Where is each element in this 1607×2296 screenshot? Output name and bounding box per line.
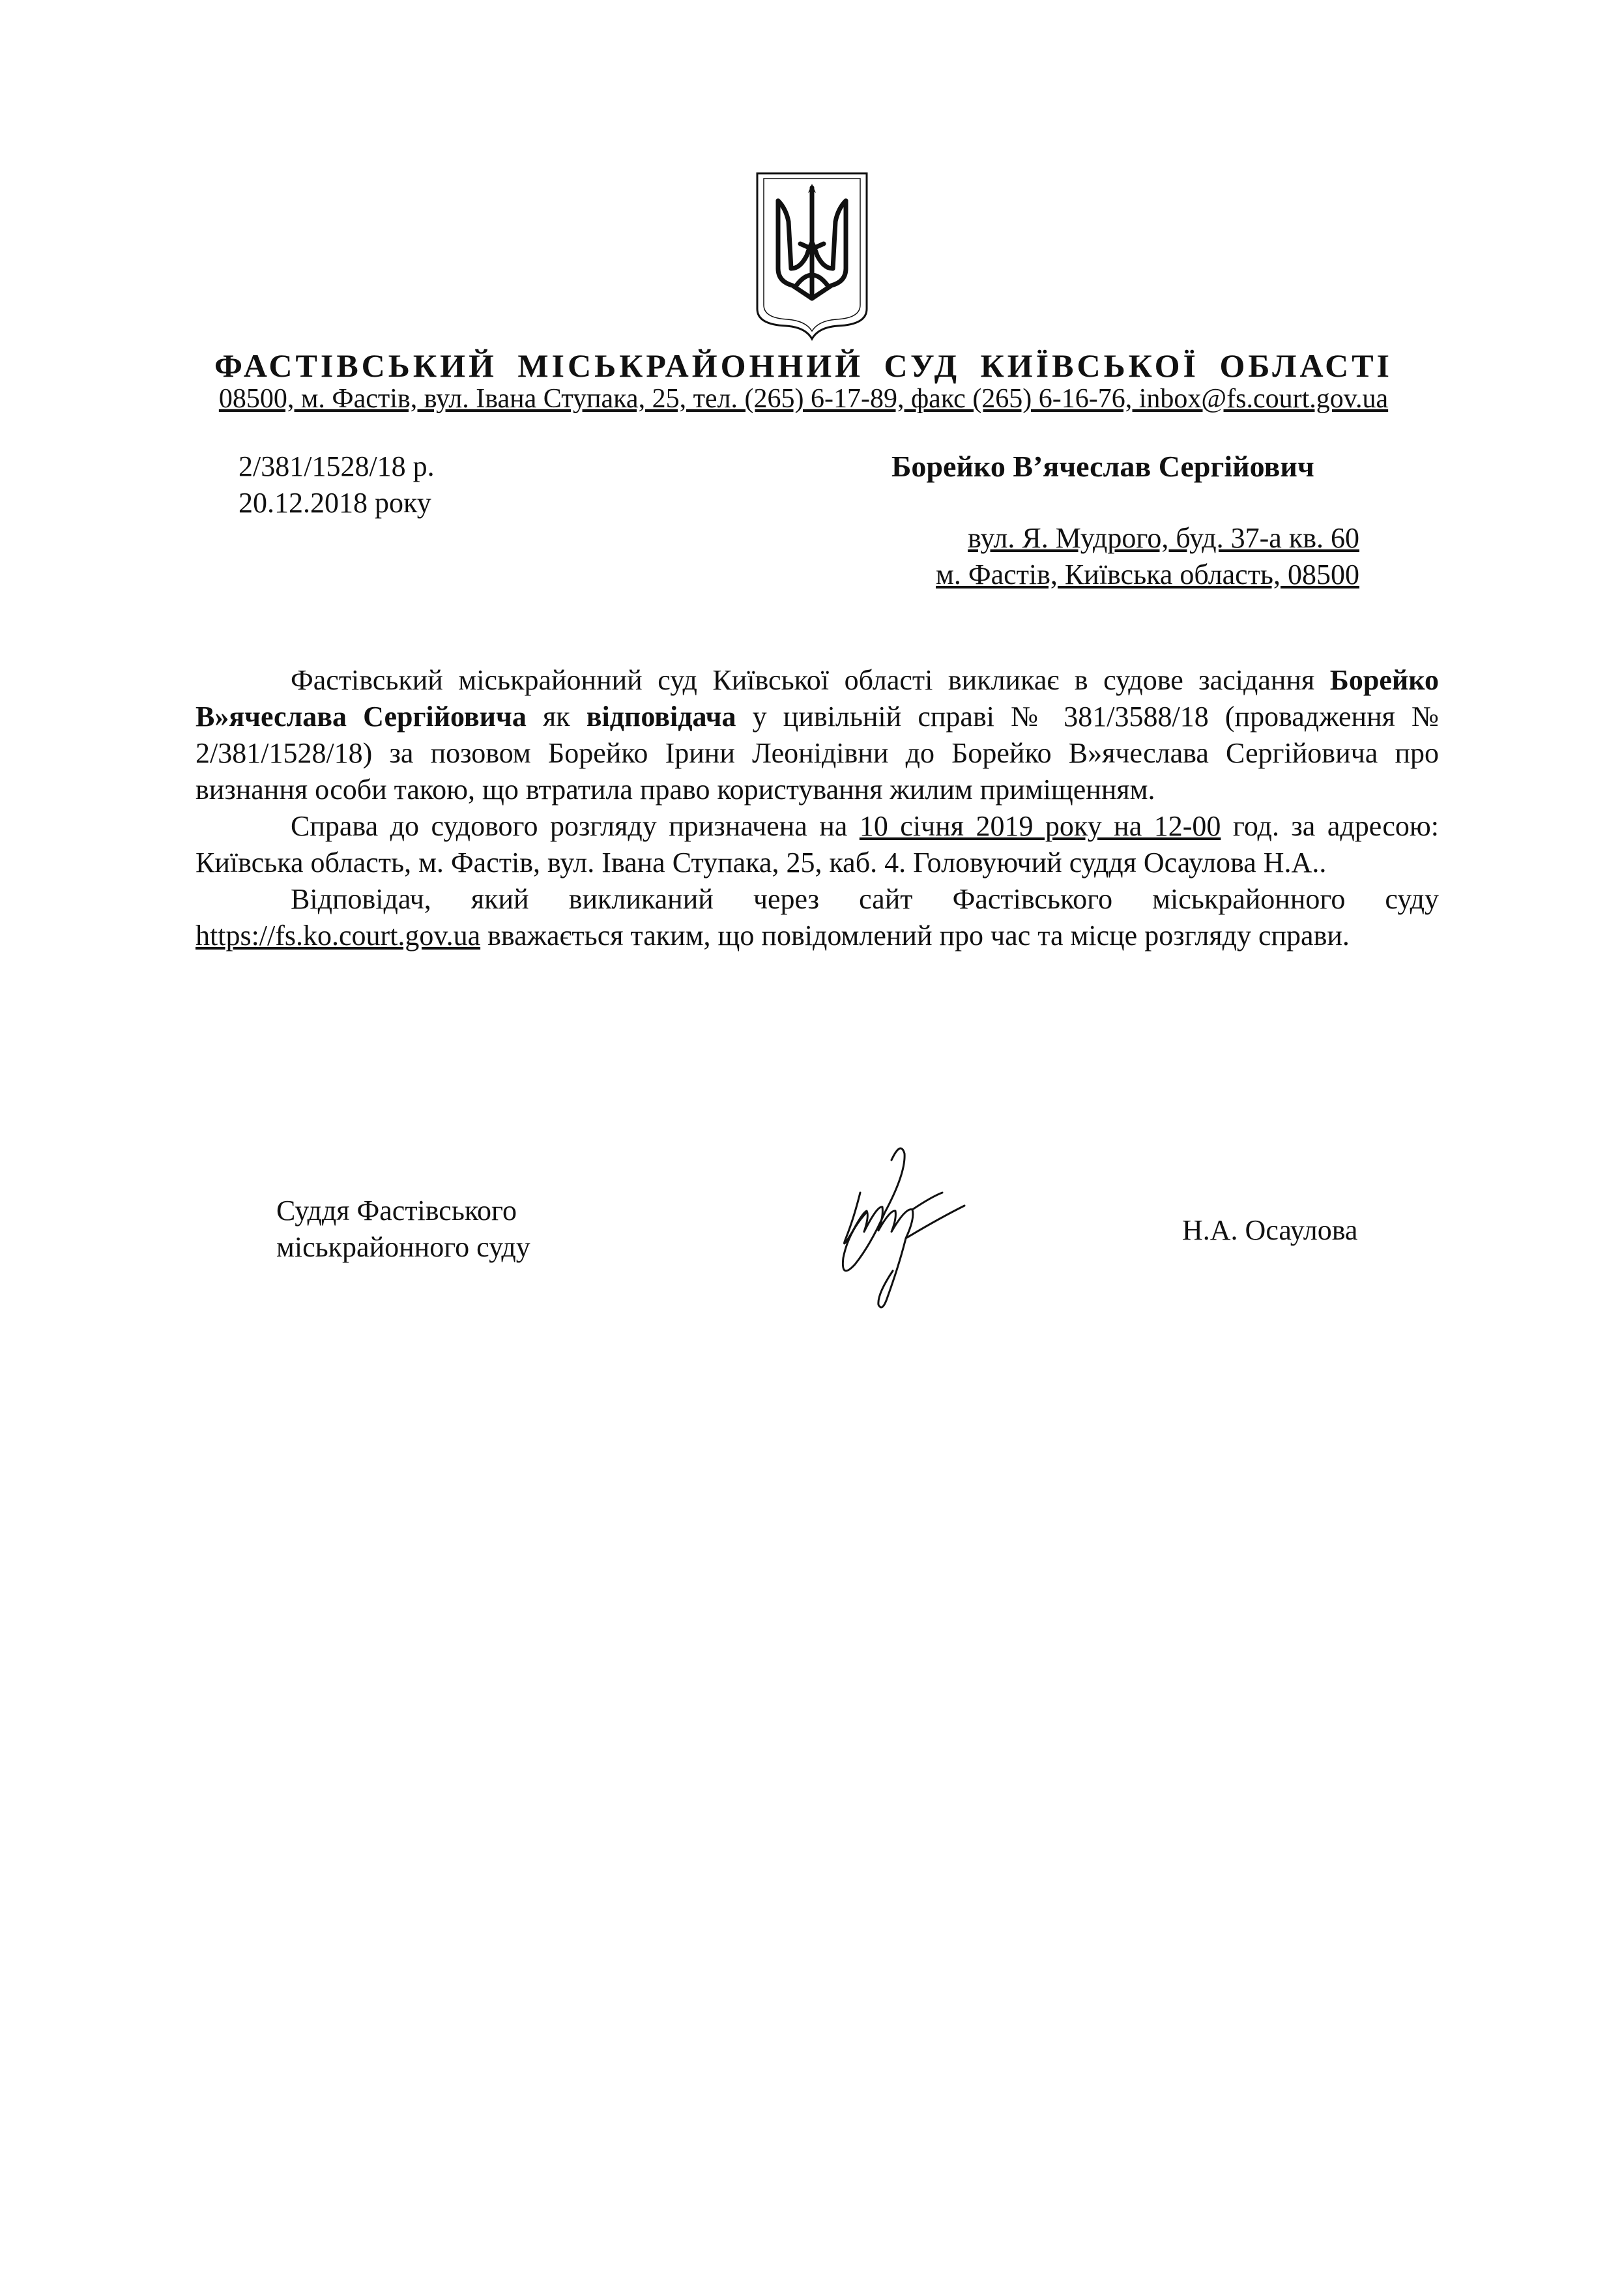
body-text-segment: год. за адресою: Київська область, м. Фастів, вул. Івана Ступака, 25, каб. 4. Головуючий суддя Осаулова Н.А.. xyxy=(195,810,1439,879)
signer-title-line1: Суддя Фастівського xyxy=(276,1195,517,1227)
defendant-name: Борейко В»ячеслава Сергійовича xyxy=(195,664,1439,733)
handwritten-signature-icon xyxy=(815,1134,984,1323)
recipient-address-line1: вул. Я. Мудрого, буд. 37-а кв. 60 xyxy=(968,522,1359,554)
summons-body xyxy=(195,662,1439,954)
ukraine-coat-of-arms-icon xyxy=(755,171,869,341)
body-paragraph-1 xyxy=(195,662,1439,808)
signer-name: Н.А. Осаулова xyxy=(1182,1214,1358,1246)
body-text-segment: вважається таким, що повідомлений про час та місце розгляду справи. xyxy=(480,920,1350,952)
court-website-link[interactable]: https://fs.ko.court.gov.ua xyxy=(195,920,481,952)
body-text-segment: Справа до судового розгляду призначена на xyxy=(291,810,860,842)
body-text-segment: Відповідач, який викликаний через сайт Фастівського міськрайонного суду xyxy=(291,883,1439,915)
body-paragraph-3 xyxy=(195,881,1439,954)
body-paragraph-2 xyxy=(195,808,1439,881)
recipient-address-line2: м. Фастів, Київська область, 08500 xyxy=(936,559,1359,590)
case-date: 20.12.2018 року xyxy=(239,487,431,519)
case-reference xyxy=(239,448,435,521)
recipient-address xyxy=(890,520,1359,593)
court-title: ФАСТІВСЬКИЙ МІСЬКРАЙОННИЙ СУД КИЇВСЬКОЇ ОБЛАСТІ xyxy=(214,347,1393,384)
body-text-segment: як xyxy=(526,701,586,733)
body-text-segment: у цивільній справі № 381/3588/18 (провадження № 2/381/1528/18) за позовом Борейко Ірини Леонідівни до Борейко В»ячеслава Сергійовича про визнання особи такою, що втратила право користування жилим приміщенням. xyxy=(195,701,1439,806)
hearing-date: 10 січня 2019 року на 12-00 xyxy=(859,810,1221,842)
recipient-name: Борейко В’ячеслав Сергійович xyxy=(891,450,1314,483)
defendant-role: відповідача xyxy=(586,701,736,733)
body-text-segment: Фастівський міськрайонний суд Київської області викликає в судове засідання xyxy=(291,664,1330,696)
court-contacts: 08500, м. Фастів, вул. Івана Ступака, 25, тел. (265) 6-17-89, факс (265) 6-16-76, inbox@fs.court.gov.ua xyxy=(218,384,1389,414)
signer-title-line2: міськрайонного суду xyxy=(276,1231,530,1263)
signer-title xyxy=(276,1193,530,1266)
case-number: 2/381/1528/18 р. xyxy=(239,450,435,482)
